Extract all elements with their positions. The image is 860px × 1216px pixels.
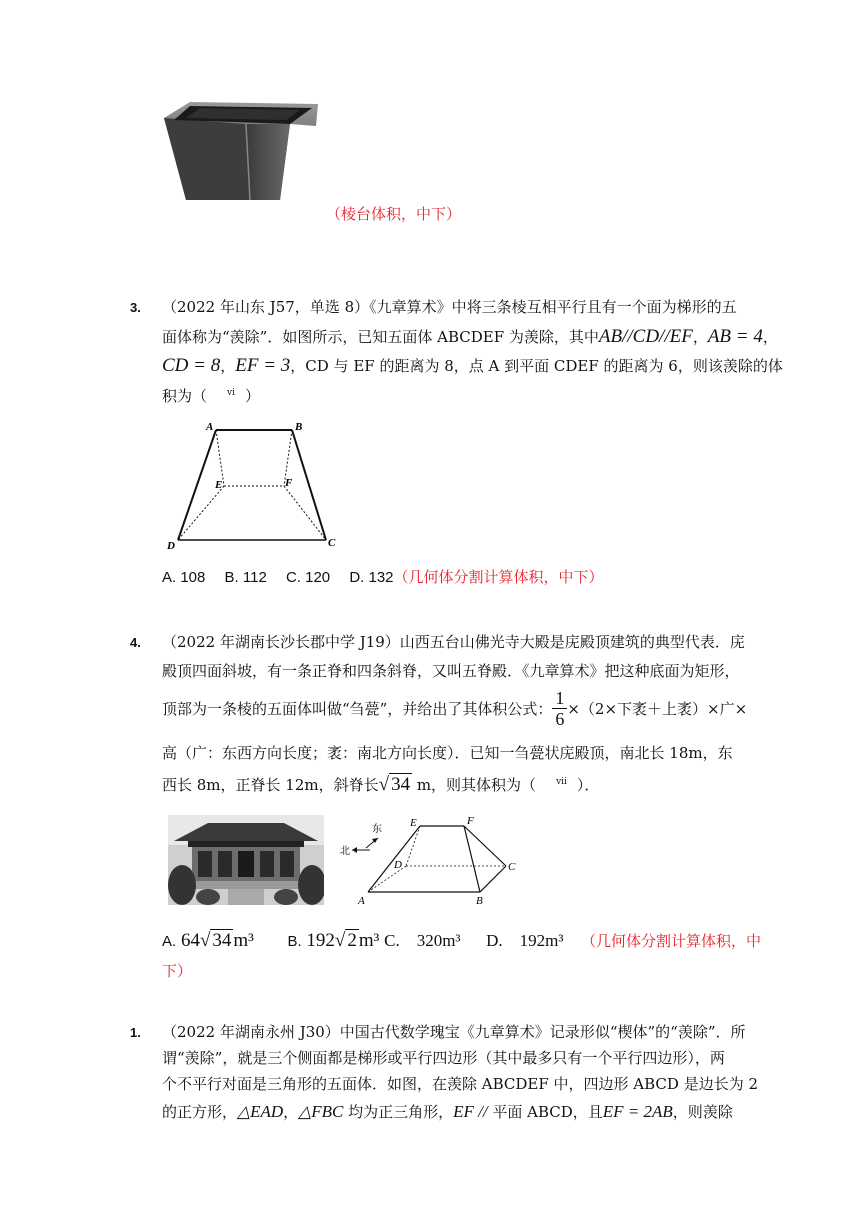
q3-label-f: F — [285, 477, 293, 489]
q3-difficulty-tag: （几何体分割计算体积，中下） — [393, 568, 604, 586]
q3-line3: CD = 8，EF = 3，CD 与 EF 的距离为 8，点 A 到平面 CDEF 的距离为 6，则该羡除的体 — [162, 355, 783, 376]
q4-line3: 顶部为一条棱的五面体叫做“刍甍”，并给出了其体积公式： $\frac{1}{6}$ ×（2×下袤＋上袤）×广× — [162, 688, 748, 729]
q1-line2: 谓“羡除”，就是三个侧面都是梯形或平行四边形（其中最多只有一个平行四边形），两 — [162, 1049, 725, 1067]
q4-line5: 西长 8m，正脊长 12m，斜脊长√ 34 m，则其体积为（ $^{vii}$ ）． — [162, 774, 600, 795]
q3-line2: 面体称为“羡除”．如图所示，已知五面体 ABCDEF 为羡除，其中AB//CD//EF，AB = 4， — [162, 326, 778, 347]
q3-label-a: A — [206, 421, 214, 433]
q4-line2: 殿顶四面斜坡，有一条正脊和四条斜脊，又叫五脊殿．《九章算术》把这种底面为矩形， — [162, 662, 740, 680]
q4-line4: 高（广：东西方向长度；袤：南北方向长度）．已知一刍甍状庑殿顶，南北长 18m，东 — [162, 744, 733, 762]
q3-label-d: D — [167, 540, 175, 552]
q4-chumeng-figure — [330, 814, 520, 910]
q3-ef-expr: EF = 3 — [235, 355, 291, 376]
q4-label-e: E — [410, 817, 417, 829]
q1-line1: （2022 年湖南永州 J30）中国古代数学瑰宝《九章算术》记录形似“楔体”的“羡除”．所 — [162, 1023, 746, 1041]
q4-label-a: A — [358, 895, 365, 907]
q3-ab-expr: AB = 4 — [707, 326, 763, 347]
q4-label-b: B — [476, 895, 483, 907]
q3-line4: 积为（ $^{vi}$ ） — [162, 387, 260, 405]
q4-option-c: C. 320m³ — [384, 931, 461, 950]
q4-label-d: D — [394, 859, 402, 871]
q3-options — [162, 566, 604, 587]
q4-difficulty-tag: （几何体分割计算体积，中 — [581, 932, 762, 950]
q4-difficulty-tag-cont: 下） — [162, 962, 193, 980]
q4-options — [162, 926, 761, 952]
q4-fraction: $\frac{1}{6}$ — [552, 688, 567, 729]
q4-option-a: A. 64√ 34 m³ — [162, 930, 254, 951]
q3-label-b: B — [295, 421, 303, 433]
q3-label-c: C — [328, 537, 336, 549]
q3-line1: （2022 年山东 J57，单选 8）《九章算术》中将三条棱互相平行且有一个面为梯形的五 — [162, 298, 737, 316]
q1-ef-eq-2ab: EF = 2AB — [602, 1102, 673, 1121]
q1-triangle-fbc: △FBC — [298, 1102, 344, 1121]
q3-label-e: E — [215, 479, 223, 491]
q4-number: 4. — [130, 635, 141, 650]
q4-line1: （2022 年湖南长沙长郡中学 J19）山西五台山佛光寺大殿是庑殿顶建筑的典型代表．庑 — [162, 633, 745, 651]
q3-number: 3. — [130, 300, 141, 315]
q3-cd-expr: CD = 8 — [162, 355, 221, 376]
compass-north-label: 北 — [340, 846, 350, 857]
compass-east-label: 东 — [372, 824, 382, 835]
q3-parallel-expr: AB//CD//EF — [598, 326, 693, 347]
q1-line3: 个不平行对面是三角形的五面体．如图，在羡除 ABCDEF 中，四边形 ABCD 是边长为 2 — [162, 1075, 759, 1093]
q4-option-d: D. 192m³ — [486, 931, 564, 950]
q3-option-list: A. 108 B. 112 C. 120 D. 132 — [162, 569, 394, 586]
frustum-vessel-photo — [160, 96, 320, 206]
q1-triangle-ead: △EAD — [237, 1102, 284, 1121]
q4-label-c: C — [508, 861, 516, 873]
q4-label-f: F — [467, 815, 474, 827]
q4-option-b: B. 192√ 2 m³ — [287, 930, 380, 951]
vessel-caption: （棱台体积，中下） — [326, 205, 462, 223]
temple-photo — [168, 815, 324, 905]
q3-pentahedron-figure — [164, 418, 344, 552]
q1-ef-parallel: EF // — [453, 1102, 488, 1121]
q1-line4: 的正方形，△EAD，△FBC 均为正三角形，EF // 平面 ABCD，且EF = 2AB，则羡除 — [162, 1102, 733, 1121]
q1-number: 1. — [130, 1025, 141, 1040]
q4-sqrt34: 34 — [391, 774, 411, 795]
